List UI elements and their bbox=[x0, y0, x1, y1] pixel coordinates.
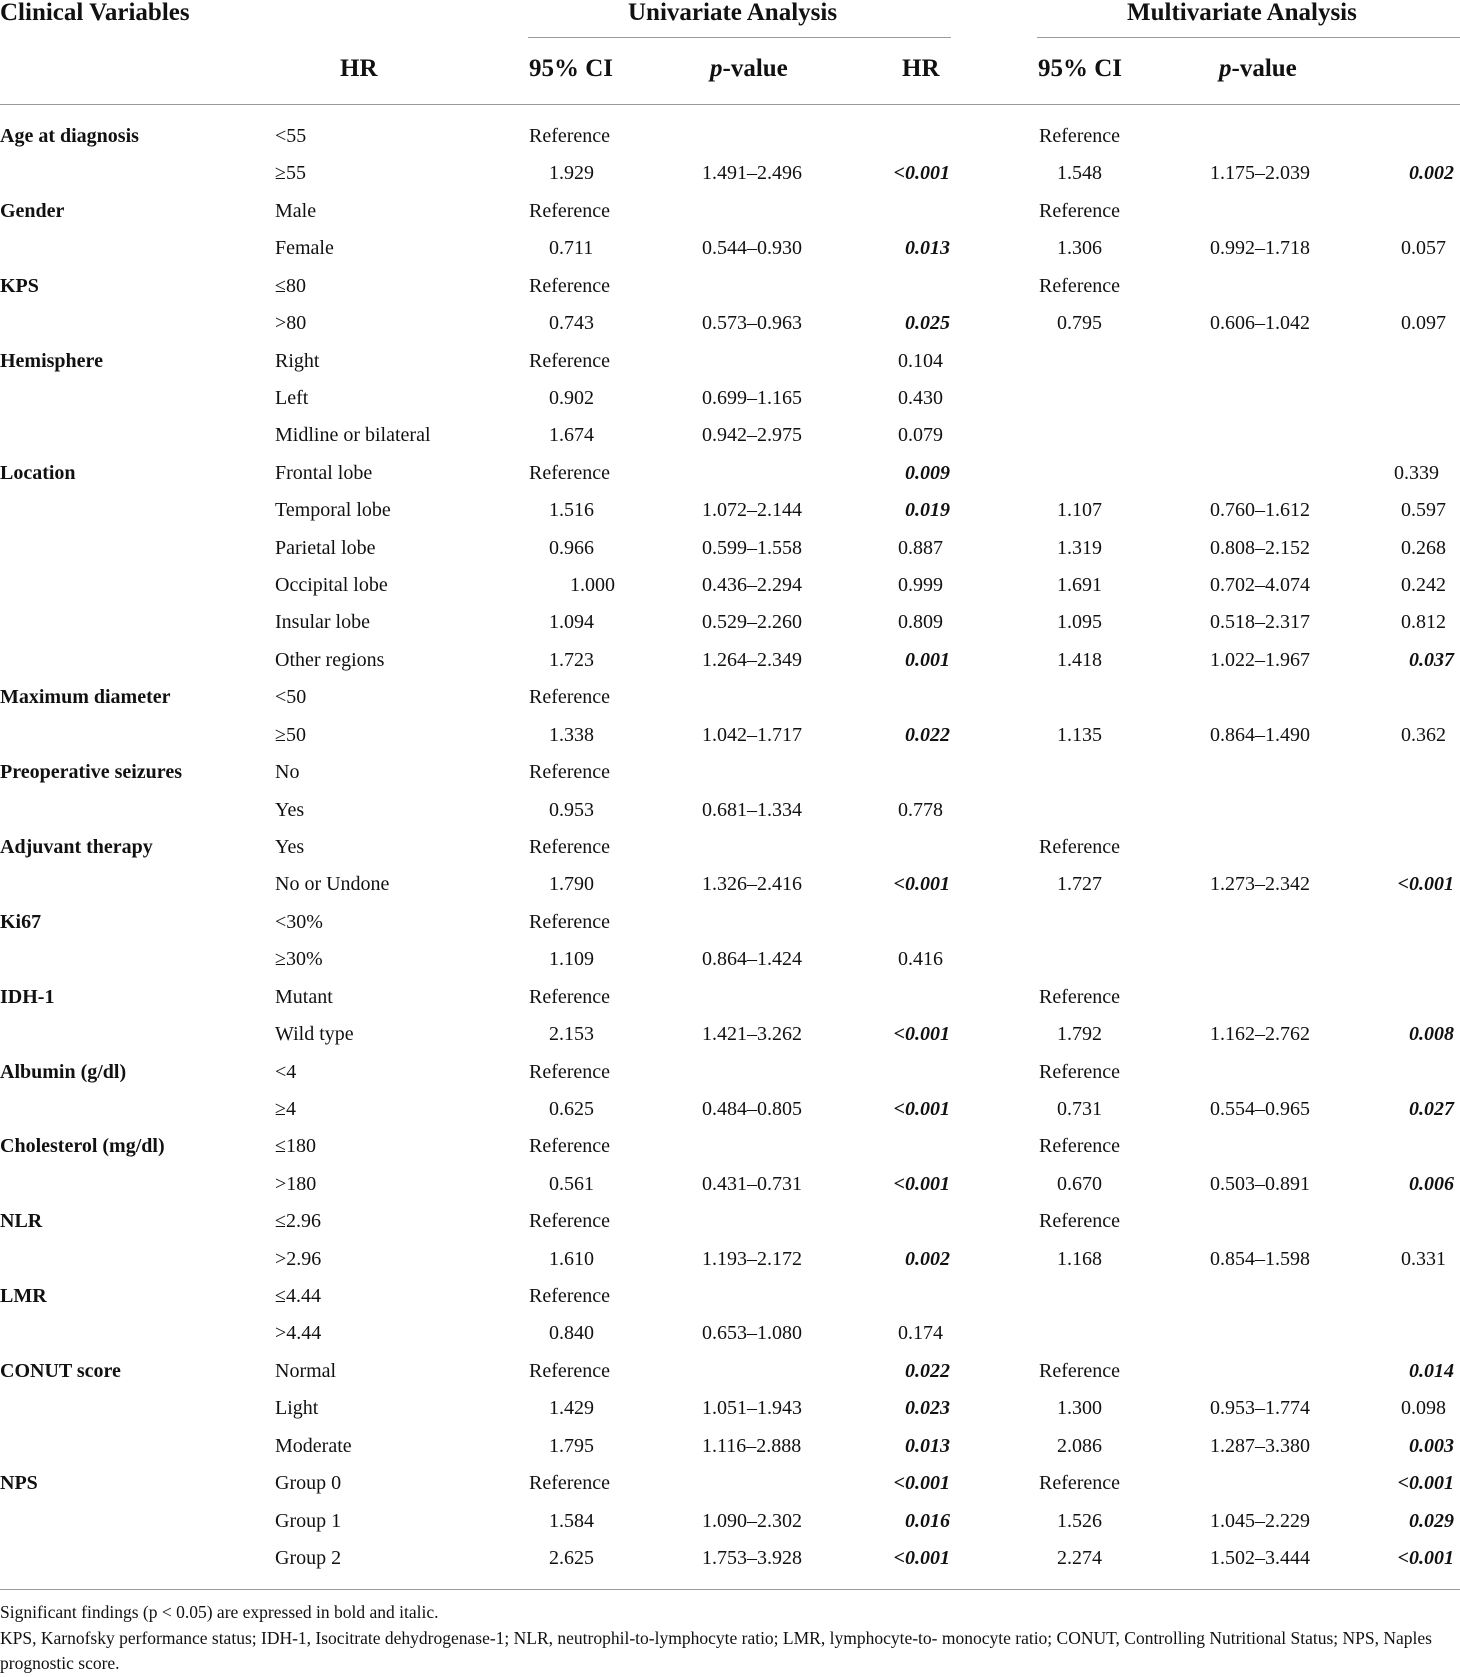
table-row bbox=[0, 1207, 1460, 1244]
multivariate-ci: 0.518–2.317 bbox=[1210, 611, 1310, 634]
multivariate-p-value: 0.002 bbox=[1409, 162, 1454, 185]
univariate-ci: 0.544–0.930 bbox=[702, 237, 802, 260]
table-row bbox=[0, 646, 1460, 683]
univariate-hr: Reference bbox=[529, 761, 611, 784]
multivariate-hr: Reference bbox=[1039, 835, 1121, 858]
univariate-hr: Reference bbox=[529, 1285, 611, 1308]
univariate-hr: Reference bbox=[529, 1359, 611, 1382]
univariate-p-value: 0.009 bbox=[905, 461, 950, 484]
multivariate-p-value: 0.098 bbox=[1401, 1397, 1446, 1420]
multivariate-hr: 2.086 bbox=[1057, 1434, 1102, 1457]
category: Group 2 bbox=[275, 1546, 342, 1569]
variable-name: Maximum diameter bbox=[0, 686, 171, 709]
multivariate-ci: 1.273–2.342 bbox=[1210, 873, 1310, 896]
univariate-ci: 1.042–1.717 bbox=[702, 723, 802, 746]
univariate-hr: 0.625 bbox=[549, 1097, 594, 1120]
multivariate-hr: 0.795 bbox=[1057, 312, 1102, 335]
univariate-p-value: 0.174 bbox=[898, 1322, 943, 1345]
header-p-2-rest: -value bbox=[1231, 55, 1297, 82]
univariate-hr: 1.674 bbox=[549, 424, 594, 447]
multivariate-ci: 0.760–1.612 bbox=[1210, 499, 1310, 522]
variable-name: IDH-1 bbox=[0, 985, 55, 1008]
category: ≤80 bbox=[275, 274, 306, 297]
univariate-hr: Reference bbox=[529, 1060, 611, 1083]
univariate-ci: 0.681–1.334 bbox=[702, 798, 802, 821]
footnote-abbreviations: KPS, Karnofsky performance status; IDH-1, Isocitrate dehydrogenase-1; NLR, neutrophil-to-lymphocyte ratio; LMR, lymphocyte-to- monocyte ratio; CONUT, Controlling Nutritional Status; NPS, Naples prognostic score. bbox=[0, 1628, 1432, 1673]
multivariate-hr: Reference bbox=[1039, 1210, 1121, 1233]
univariate-hr: Reference bbox=[529, 461, 611, 484]
multivariate-p-value: 0.268 bbox=[1401, 536, 1446, 559]
multivariate-hr: 2.274 bbox=[1057, 1546, 1102, 1569]
univariate-ci: 0.653–1.080 bbox=[702, 1322, 802, 1345]
univariate-p-value: <0.001 bbox=[893, 1097, 950, 1120]
category: ≥4 bbox=[275, 1097, 296, 1120]
univariate-ci: 1.753–3.928 bbox=[702, 1546, 802, 1569]
multivariate-hr: 1.135 bbox=[1057, 723, 1102, 746]
univariate-hr: 1.610 bbox=[549, 1247, 594, 1270]
variable-name: Cholesterol (mg/dl) bbox=[0, 1135, 165, 1158]
univariate-hr: 1.790 bbox=[549, 873, 594, 896]
header-multivariate: Multivariate Analysis bbox=[1127, 0, 1357, 26]
multivariate-rule bbox=[1037, 37, 1460, 38]
table-row bbox=[0, 496, 1460, 533]
univariate-hr: Reference bbox=[529, 125, 611, 147]
multivariate-p-value: 0.014 bbox=[1409, 1359, 1454, 1382]
multivariate-hr: Reference bbox=[1039, 199, 1121, 222]
header-univariate: Univariate Analysis bbox=[628, 0, 838, 26]
variable-name: LMR bbox=[0, 1285, 47, 1308]
multivariate-hr: Reference bbox=[1039, 125, 1121, 147]
multivariate-p-value: 0.027 bbox=[1409, 1097, 1454, 1120]
category: >4.44 bbox=[275, 1322, 322, 1345]
table-row bbox=[0, 197, 1460, 234]
univariate-ci: 1.421–3.262 bbox=[702, 1023, 802, 1046]
univariate-p-value: 0.999 bbox=[898, 574, 943, 597]
multivariate-ci: 1.162–2.762 bbox=[1210, 1023, 1310, 1046]
multivariate-p-value: 0.339 bbox=[1394, 461, 1439, 484]
category: Moderate bbox=[275, 1434, 352, 1457]
univariate-hr: 1.723 bbox=[549, 648, 594, 671]
variable-name: Hemisphere bbox=[0, 349, 103, 372]
header-hr-2: HR bbox=[902, 55, 940, 82]
univariate-hr: 1.000 bbox=[570, 574, 615, 597]
univariate-p-value: 0.022 bbox=[905, 1359, 950, 1382]
variable-name: Albumin (g/dl) bbox=[0, 1060, 127, 1083]
univariate-ci: 1.090–2.302 bbox=[702, 1509, 802, 1532]
univariate-ci: 0.864–1.424 bbox=[702, 948, 802, 971]
univariate-p-value: 0.013 bbox=[905, 237, 950, 260]
table-row bbox=[0, 347, 1460, 384]
multivariate-hr: 1.792 bbox=[1057, 1023, 1102, 1046]
univariate-ci: 0.431–0.731 bbox=[702, 1172, 802, 1195]
multivariate-hr: Reference bbox=[1039, 985, 1121, 1008]
table-row bbox=[0, 534, 1460, 571]
univariate-p-value: 0.104 bbox=[898, 349, 943, 372]
univariate-hr: Reference bbox=[529, 1135, 611, 1158]
category: Left bbox=[275, 386, 309, 409]
multivariate-ci: 0.554–0.965 bbox=[1210, 1097, 1310, 1120]
multivariate-ci: 1.045–2.229 bbox=[1210, 1509, 1310, 1532]
variable-name: Adjuvant therapy bbox=[0, 835, 153, 858]
header-bottom-rule bbox=[0, 104, 1460, 105]
category: Male bbox=[275, 199, 317, 222]
category: <55 bbox=[275, 125, 307, 147]
multivariate-hr: 1.548 bbox=[1057, 162, 1102, 185]
category: Normal bbox=[275, 1359, 337, 1382]
multivariate-p-value: 0.812 bbox=[1401, 611, 1446, 634]
variable-name: KPS bbox=[0, 274, 39, 297]
variable-name: Preoperative seizures bbox=[0, 761, 182, 784]
univariate-ci: 0.529–2.260 bbox=[702, 611, 802, 634]
category: ≤2.96 bbox=[275, 1210, 321, 1233]
multivariate-hr: 1.691 bbox=[1057, 574, 1102, 597]
multivariate-p-value: 0.331 bbox=[1401, 1247, 1446, 1270]
category: ≤180 bbox=[275, 1135, 316, 1158]
variable-name: NLR bbox=[0, 1210, 43, 1233]
univariate-ci: 1.326–2.416 bbox=[702, 873, 802, 896]
univariate-p-value: <0.001 bbox=[893, 1172, 950, 1195]
header-p-2 bbox=[1219, 56, 1297, 82]
category: >80 bbox=[275, 312, 307, 335]
variable-name: Location bbox=[0, 461, 76, 484]
table-row bbox=[0, 459, 1460, 496]
category: ≥55 bbox=[275, 162, 306, 185]
table-row bbox=[0, 1544, 1460, 1581]
category: ≤4.44 bbox=[275, 1285, 321, 1308]
multivariate-p-value: 0.008 bbox=[1409, 1023, 1454, 1046]
table-row bbox=[0, 1282, 1460, 1319]
table-row bbox=[0, 1170, 1460, 1207]
multivariate-hr: 0.670 bbox=[1057, 1172, 1102, 1195]
univariate-p-value: <0.001 bbox=[893, 1023, 950, 1046]
table-row bbox=[0, 234, 1460, 271]
header-p-1 bbox=[710, 56, 788, 82]
univariate-hr: 0.561 bbox=[549, 1172, 594, 1195]
header-ci-1: 95% CI bbox=[529, 55, 614, 82]
table-row bbox=[0, 983, 1460, 1020]
multivariate-p-value: <0.001 bbox=[1397, 1472, 1454, 1495]
univariate-hr: 0.711 bbox=[549, 237, 594, 260]
multivariate-hr: 1.168 bbox=[1057, 1247, 1102, 1270]
category: Light bbox=[275, 1397, 319, 1420]
univariate-p-value: 0.430 bbox=[898, 386, 943, 409]
univariate-hr: Reference bbox=[529, 835, 611, 858]
multivariate-ci: 0.503–0.891 bbox=[1210, 1172, 1310, 1195]
univariate-ci: 1.491–2.496 bbox=[702, 162, 802, 185]
univariate-ci: 1.051–1.943 bbox=[702, 1397, 802, 1420]
multivariate-p-value: 0.003 bbox=[1409, 1434, 1454, 1457]
table-row bbox=[0, 870, 1460, 907]
table-row bbox=[0, 945, 1460, 982]
category: <30% bbox=[275, 910, 323, 933]
univariate-p-value: 0.025 bbox=[905, 312, 950, 335]
univariate-hr: Reference bbox=[529, 199, 611, 222]
variable-name: Ki67 bbox=[0, 910, 42, 933]
table-row bbox=[0, 272, 1460, 309]
header-hr-1: HR bbox=[340, 55, 378, 82]
univariate-hr: 0.902 bbox=[549, 386, 594, 409]
univariate-p-value: <0.001 bbox=[893, 873, 950, 896]
table-row bbox=[0, 1507, 1460, 1544]
multivariate-p-value: 0.362 bbox=[1401, 723, 1446, 746]
multivariate-hr: Reference bbox=[1039, 1135, 1121, 1158]
table-row bbox=[0, 1319, 1460, 1356]
univariate-hr: Reference bbox=[529, 1210, 611, 1233]
univariate-hr: Reference bbox=[529, 686, 611, 709]
multivariate-ci: 0.992–1.718 bbox=[1210, 237, 1310, 260]
univariate-hr: 0.743 bbox=[549, 312, 594, 335]
univariate-p-value: 0.416 bbox=[898, 948, 943, 971]
univariate-ci: 0.942–2.975 bbox=[702, 424, 802, 447]
category: Midline or bilateral bbox=[275, 424, 431, 447]
multivariate-p-value: 0.597 bbox=[1401, 499, 1446, 522]
header-ci-2: 95% CI bbox=[1038, 55, 1123, 82]
univariate-hr: 1.795 bbox=[549, 1434, 594, 1457]
category: Parietal lobe bbox=[275, 536, 376, 559]
header-p-1-rest: -value bbox=[722, 55, 788, 82]
table-row bbox=[0, 384, 1460, 421]
category: Insular lobe bbox=[275, 611, 370, 634]
univariate-hr: Reference bbox=[529, 985, 611, 1008]
table-row bbox=[0, 683, 1460, 720]
univariate-p-value: 0.002 bbox=[905, 1247, 950, 1270]
multivariate-hr: 1.107 bbox=[1057, 499, 1102, 522]
multivariate-p-value: 0.097 bbox=[1401, 312, 1446, 335]
table-row bbox=[0, 159, 1460, 196]
multivariate-ci: 1.502–3.444 bbox=[1210, 1546, 1310, 1569]
header-clinical-variables: Clinical Variables bbox=[0, 0, 190, 26]
variable-name: Gender bbox=[0, 199, 65, 222]
univariate-rule bbox=[528, 37, 951, 38]
univariate-hr: 1.516 bbox=[549, 499, 594, 522]
table-row bbox=[0, 1058, 1460, 1095]
univariate-p-value: 0.019 bbox=[905, 499, 950, 522]
multivariate-hr: 1.418 bbox=[1057, 648, 1102, 671]
table-row bbox=[0, 1394, 1460, 1431]
category: <4 bbox=[275, 1060, 297, 1083]
univariate-p-value: 0.001 bbox=[905, 648, 950, 671]
table-row bbox=[0, 608, 1460, 645]
header-p-1-italic: p bbox=[710, 55, 723, 82]
table-row bbox=[0, 1357, 1460, 1394]
table-row bbox=[0, 1095, 1460, 1132]
table-row bbox=[0, 796, 1460, 833]
univariate-hr: 1.109 bbox=[549, 948, 594, 971]
multivariate-hr: 1.306 bbox=[1057, 237, 1102, 260]
multivariate-ci: 1.022–1.967 bbox=[1210, 648, 1310, 671]
univariate-p-value: 0.013 bbox=[905, 1434, 950, 1457]
table-row bbox=[0, 1469, 1460, 1506]
multivariate-p-value: <0.001 bbox=[1397, 873, 1454, 896]
univariate-hr: Reference bbox=[529, 1472, 611, 1495]
category: Yes bbox=[275, 835, 305, 858]
multivariate-hr: 1.319 bbox=[1057, 536, 1102, 559]
table-row bbox=[0, 1245, 1460, 1282]
category: Wild type bbox=[275, 1023, 354, 1046]
category: Mutant bbox=[275, 985, 333, 1008]
multivariate-ci: 1.287–3.380 bbox=[1210, 1434, 1310, 1457]
multivariate-p-value: 0.242 bbox=[1401, 574, 1446, 597]
univariate-hr: 0.953 bbox=[549, 798, 594, 821]
category: ≥30% bbox=[275, 948, 323, 971]
univariate-p-value: 0.079 bbox=[898, 424, 943, 447]
category: >180 bbox=[275, 1172, 317, 1195]
table-row bbox=[0, 1020, 1460, 1057]
multivariate-hr: 0.731 bbox=[1057, 1097, 1102, 1120]
univariate-hr: Reference bbox=[529, 910, 611, 933]
univariate-p-value: 0.809 bbox=[898, 611, 943, 634]
univariate-p-value: <0.001 bbox=[893, 1546, 950, 1569]
category: >2.96 bbox=[275, 1247, 322, 1270]
univariate-hr: 1.338 bbox=[549, 723, 594, 746]
multivariate-ci: 0.808–2.152 bbox=[1210, 536, 1310, 559]
variable-name: Age at diagnosis bbox=[0, 125, 139, 147]
multivariate-ci: 0.854–1.598 bbox=[1210, 1247, 1310, 1270]
multivariate-ci: 0.606–1.042 bbox=[1210, 312, 1310, 335]
category: Female bbox=[275, 237, 334, 260]
multivariate-p-value: 0.029 bbox=[1409, 1509, 1454, 1532]
univariate-hr: 2.153 bbox=[549, 1023, 594, 1046]
multivariate-p-value: 0.037 bbox=[1409, 648, 1454, 671]
multivariate-p-value: <0.001 bbox=[1397, 1546, 1454, 1569]
univariate-p-value: <0.001 bbox=[893, 162, 950, 185]
univariate-ci: 1.072–2.144 bbox=[702, 499, 802, 522]
univariate-ci: 1.193–2.172 bbox=[702, 1247, 802, 1270]
multivariate-hr: Reference bbox=[1039, 1359, 1121, 1382]
univariate-ci: 1.264–2.349 bbox=[702, 648, 802, 671]
category: Group 1 bbox=[275, 1509, 342, 1532]
multivariate-hr: 1.300 bbox=[1057, 1397, 1102, 1420]
univariate-hr: 2.625 bbox=[549, 1546, 594, 1569]
table-row bbox=[0, 421, 1460, 458]
multivariate-ci: 0.864–1.490 bbox=[1210, 723, 1310, 746]
table-row bbox=[0, 122, 1460, 159]
variable-name: NPS bbox=[0, 1472, 38, 1495]
univariate-hr: Reference bbox=[529, 349, 611, 372]
category: Occipital lobe bbox=[275, 574, 388, 597]
multivariate-hr: Reference bbox=[1039, 274, 1121, 297]
multivariate-p-value: 0.057 bbox=[1401, 237, 1446, 260]
univariate-hr: 0.966 bbox=[549, 536, 594, 559]
multivariate-ci: 1.175–2.039 bbox=[1210, 162, 1310, 185]
univariate-hr: 1.929 bbox=[549, 162, 594, 185]
univariate-ci: 0.573–0.963 bbox=[702, 312, 802, 335]
univariate-p-value: <0.001 bbox=[893, 1472, 950, 1495]
table-row bbox=[0, 309, 1460, 346]
category: Frontal lobe bbox=[275, 461, 373, 484]
table-row bbox=[0, 1432, 1460, 1469]
category: Other regions bbox=[275, 648, 385, 671]
category: No or Undone bbox=[275, 873, 390, 896]
category: Temporal lobe bbox=[275, 499, 391, 522]
multivariate-hr: Reference bbox=[1039, 1060, 1121, 1083]
table-row bbox=[0, 571, 1460, 608]
table-row bbox=[0, 1132, 1460, 1169]
univariate-p-value: 0.016 bbox=[905, 1509, 950, 1532]
univariate-hr: Reference bbox=[529, 274, 611, 297]
multivariate-p-value: 0.006 bbox=[1409, 1172, 1454, 1195]
table-row bbox=[0, 908, 1460, 945]
category: Right bbox=[275, 349, 320, 372]
category: Group 0 bbox=[275, 1472, 342, 1495]
footnote-significance: Significant findings (p < 0.05) are expressed in bold and italic. bbox=[0, 1602, 439, 1622]
multivariate-hr: 1.095 bbox=[1057, 611, 1102, 634]
category: Yes bbox=[275, 798, 305, 821]
univariate-ci: 0.599–1.558 bbox=[702, 536, 802, 559]
category: No bbox=[275, 761, 300, 784]
univariate-hr: 1.584 bbox=[549, 1509, 594, 1532]
category: ≥50 bbox=[275, 723, 306, 746]
table-row bbox=[0, 758, 1460, 795]
multivariate-hr: Reference bbox=[1039, 1472, 1121, 1495]
univariate-hr: 1.094 bbox=[549, 611, 594, 634]
category: <50 bbox=[275, 686, 307, 709]
univariate-hr: 0.840 bbox=[549, 1322, 594, 1345]
variable-name: CONUT score bbox=[0, 1359, 121, 1382]
univariate-p-value: 0.023 bbox=[905, 1397, 950, 1420]
table-bottom-rule bbox=[0, 1589, 1460, 1590]
multivariate-ci: 0.702–4.074 bbox=[1210, 574, 1310, 597]
table-row bbox=[0, 721, 1460, 758]
table-row bbox=[0, 833, 1460, 870]
header-p-2-italic: p bbox=[1219, 55, 1232, 82]
univariate-ci: 1.116–2.888 bbox=[702, 1434, 802, 1457]
univariate-p-value: 0.778 bbox=[898, 798, 943, 821]
univariate-ci: 0.436–2.294 bbox=[702, 574, 802, 597]
multivariate-hr: 1.727 bbox=[1057, 873, 1102, 896]
univariate-p-value: 0.022 bbox=[905, 723, 950, 746]
univariate-ci: 0.484–0.805 bbox=[702, 1097, 802, 1120]
multivariate-hr: 1.526 bbox=[1057, 1509, 1102, 1532]
univariate-hr: 1.429 bbox=[549, 1397, 594, 1420]
multivariate-ci: 0.953–1.774 bbox=[1210, 1397, 1310, 1420]
univariate-p-value: 0.887 bbox=[898, 536, 943, 559]
univariate-ci: 0.699–1.165 bbox=[702, 386, 802, 409]
